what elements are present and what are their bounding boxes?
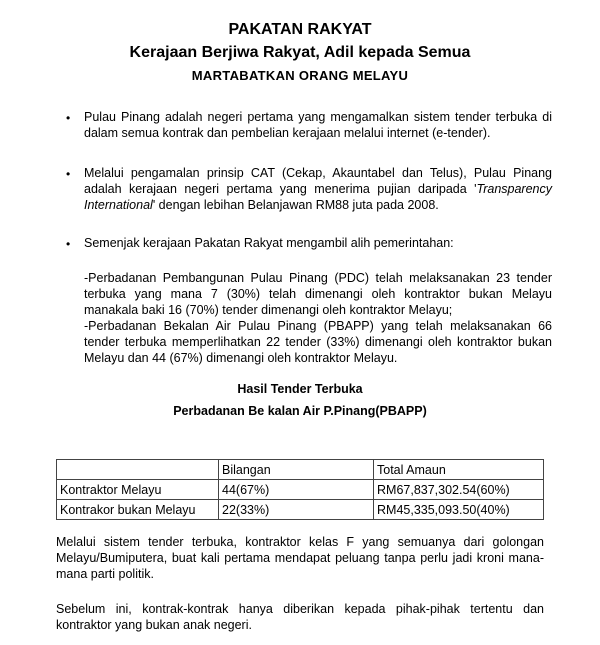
table-cell: RM67,837,302.54(60%): [374, 480, 544, 500]
section-title: Hasil Tender Terbuka: [237, 382, 363, 396]
sub-item-pdc: -Perbadanan Pembangunan Pulau Pinang (PDC) telah melaksanakan 23 tender terbuka yang mana 7 (30%) telah dimenangi oleh kontraktor bukan Melayu manakala baki 16 (70%) tender dimenangi oleh kontraktor Melayu;: [84, 271, 552, 317]
bullet-icon: •: [66, 237, 71, 251]
table-cell: RM45,335,093.50(40%): [374, 500, 544, 520]
bullet-paragraph-3: Semenjak kerajaan Pakatan Rakyat mengambil alih pemerintahan:: [84, 236, 454, 250]
table-header-cell: Total Amaun: [374, 460, 544, 480]
table-row: [57, 500, 544, 520]
emphasized-text: Transparency International: [84, 182, 552, 212]
paragraph-text: Melalui pengamalan prinsip CAT (Cekap, Akauntabel dan Telus), Pulau Pinang adalah kerajaan negeri pertama yang menerima pujian daripada ': [84, 166, 552, 196]
table-cell: 44(67%): [219, 480, 374, 500]
document-title: PAKATAN RAKYAT: [228, 21, 372, 38]
table-row: [57, 480, 544, 500]
bullet-icon: •: [66, 111, 71, 125]
bullet-paragraph-1: Pulau Pinang adalah negeri pertama yang mengamalkan sistem tender terbuka di dalam semua kontrak dan pembelian kerajaan melalui internet (e-tender).: [84, 110, 552, 140]
table-cell: 22(33%): [219, 500, 374, 520]
table-cell: Kontraktor Melayu: [57, 480, 219, 500]
paragraph-text: ' dengan lebihan Belanjawan RM88 juta pada 2008.: [152, 198, 439, 212]
tender-results-table: [56, 459, 544, 520]
footer-paragraph-2: Sebelum ini, kontrak-kontrak hanya diberikan kepada pihak-pihak tertentu dan kontraktor yang bukan anak negeri.: [56, 602, 544, 632]
document-subtitle: Kerajaan Berjiwa Rakyat, Adil kepada Semua: [129, 44, 471, 61]
document-heading: MARTABATKAN ORANG MELAYU: [191, 68, 409, 83]
section-subtitle: Perbadanan Be kalan Air P.Pinang(PBAPP): [173, 404, 427, 418]
table-header-row: [57, 460, 544, 480]
footer-paragraph-1: Melalui sistem tender terbuka, kontraktor kelas F yang semuanya dari golongan Melayu/Bumiputera, buat kali pertama mendapat peluang tanpa perlu jadi kroni mana-mana parti politik.: [56, 535, 544, 581]
sub-item-pbapp: -Perbadanan Bekalan Air Pulau Pinang (PBAPP) yang telah melaksanakan 66 tender terbuka memperlihatkan 22 tender (33%) dimenangi oleh kontraktor bukan Melayu dan 44 (67%) dimenangi oleh kontraktor Melayu.: [84, 319, 552, 365]
bullet-icon: •: [66, 167, 71, 181]
bullet-paragraph-2: [84, 165, 552, 213]
table-header-cell: Bilangan: [219, 460, 374, 480]
table-cell: Kontrakor bukan Melayu: [57, 500, 219, 520]
table-header-cell: [57, 460, 219, 480]
